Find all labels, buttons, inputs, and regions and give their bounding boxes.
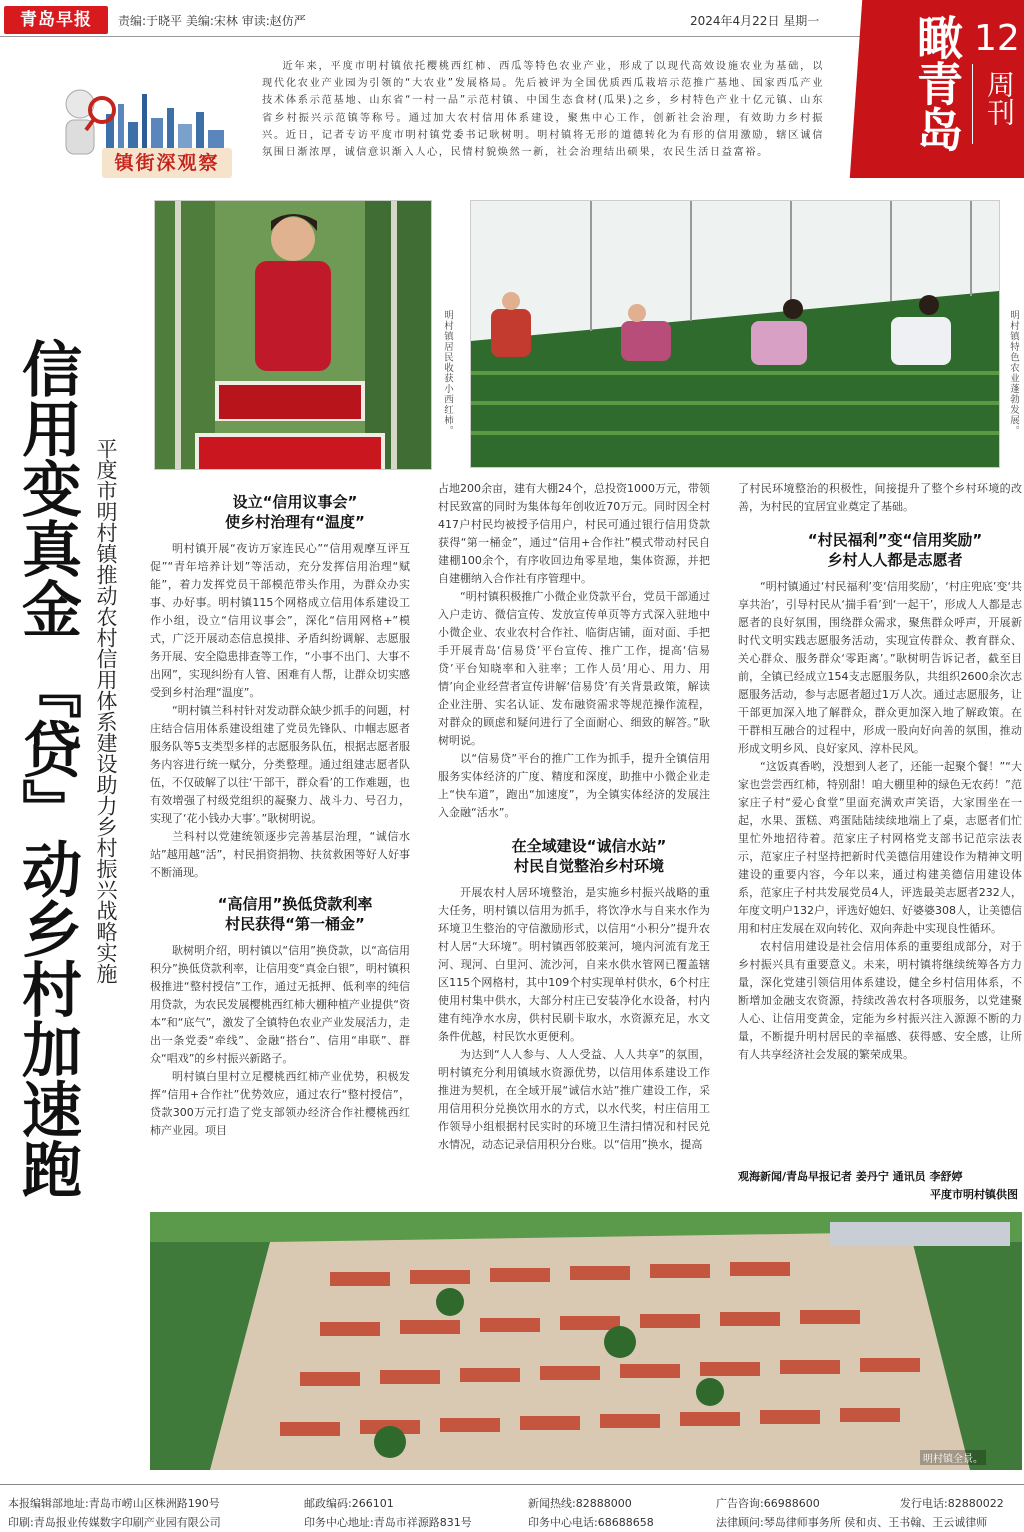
section-name: 瞰青岛 — [910, 14, 964, 152]
footer-hotline: 新闻热线:82888000 — [528, 1497, 632, 1510]
footer-printer: 印刷:青岛报业传媒数字印刷产业园有限公司 — [8, 1516, 221, 1529]
footer-print-center-phone: 印务中心电话:68688658 — [528, 1516, 654, 1529]
paragraph: “明村镇兰科村针对发动群众缺少抓手的问题，村庄结合信用体系建设组建了党员先锋队、巾帼志愿者服务队等5支类型多样的志愿服务队伍，根据志愿者服务内容进行统一赋分，分类整理。通过组建志愿者队伍，不仅破解了以往‘干部干，群众看’的工作难题，也有效增强了村级党组织的凝聚力、战斗力、号召力，实现了‘花小钱办大事’。”耿树明说。 — [150, 704, 410, 825]
photo-aerial-village — [150, 1212, 1022, 1470]
header-rule — [0, 36, 862, 37]
paragraph: 兰科村以党建统领逐步完善基层治理，“诚信水站”越用越“活”，村民捐资捐物、扶贫救困等好人好事不断涌现。 — [150, 830, 410, 879]
paragraph: 耿树明介绍，明村镇以“信用”换贷款，以“高信用积分”换低贷款利率，让信用变“真金白银”，明村镇积极推进“整村授信”工作，通过无抵押、低利率的纯信用贷款，为农民发展樱桃西红柿大棚种植产业提供“资本”和“底气”，激发了全镇特色农业产业发展活力，走出一条党委“牵线”、金融“搭台”、信用“串联”、群众“唱戏”的乡村振兴新路子。 — [150, 944, 410, 1065]
paragraph: 明村镇开展“夜访万家连民心”“信用观摩互评互促”“青年培养计划”等活动，充分发挥信用治理“赋能”，着力发挥党员干部模范带头作用，为群众办实事、办好事。明村镇115个网格成立信用体系建设工作小组，设立“信用议事会”，深化“信用网格+”模式，广泛开展动态信息摸排、矛盾纠纷调解、志愿服务开展、安全隐患排查等工作，“小事不出门、大事不出网”，实现纠纷有人管、困难有人帮，让群众切实感受到乡村治理“温度”。 — [150, 542, 410, 699]
paragraph: 农村信用建设是社会信用体系的重要组成部分，对于乡村振兴具有重要意义。未来，明村镇将继续统筹各方力量，深化党建引领信用体系建设，健全乡村信用体系，不断增加金融支农资源，持续改善农村各项服务，以党建聚人心、让信用变黄金，定能为乡村振兴注入源源不断的力量，不断提升明村居民的幸福感、获得感、安全感，让所有人共享经济社会发展的繁荣成果。 — [738, 940, 1022, 1061]
byline-photo-credit: 平度市明村镇供图 — [930, 1188, 1018, 1201]
paragraph: 开展农村人居环境整治，是实施乡村振兴战略的重大任务，明村镇以信用为抓手，将饮净水与自来水作为环境卫生整治的守信激励形式，以信用“小积分”提升农村人居“大环境”。明村镇西邻胶莱河，境内河流有龙王河、现河、白里河、流沙河，自来水供水管网已覆盖辖区115个网格村，其中109个村实现单村供水，6个村庄使用村集中供水，大部分村庄已安装净化水设备，村内建有纯净水水房，供村民刷卡取水，水资源充足，水文条件优越，村民饮水更便利。 — [438, 886, 710, 1043]
article-column-3 — [738, 480, 1022, 1170]
editor-credits: 责编:于晓平 美编:宋林 审读:赵仿严 — [118, 14, 306, 28]
byline-reporter: 观海新闻/青岛早报记者 姜丹宁 通讯员 李舒婷 — [738, 1170, 963, 1183]
paragraph: “这饭真香哟，没想到人老了，还能一起聚个餐！”“大家也尝尝西红柿，特别甜！咱大棚里种的绿色无农药！”范家庄子村“爱心食堂”里面充满欢声笑语，大家围坐在一起，水果、蛋糕、鸡蛋陆陆续续地端上了桌，志愿者们忙里忙外地招待着。范家庄子村网格党支部书记范宗法表示，范家庄子村坚持把新时代美德信用建设作为精神文明建设的重要内容，今年以来，通过构建美德信用建设体系，范家庄子村共发展党员4人，评选最美志愿者232人，年度文明户132户，评选好媳妇、好婆婆308人，让美德信用和村庄发展在双向转化、双向奔赴中实现良性循环。 — [738, 760, 1022, 935]
footer-distribution: 发行电话:82880022 — [900, 1497, 1004, 1510]
photo-greenhouse-workers — [470, 200, 1000, 468]
photo-caption-2: 明村镇特色农业蓬勃发展。 — [1008, 310, 1019, 436]
footer-print-center-address: 印务中心地址:青岛市祥源路831号 — [304, 1516, 472, 1529]
footer-postcode: 邮政编码:266101 — [304, 1497, 394, 1510]
footer-address: 本报编辑部地址:青岛市崂山区株洲路190号 — [8, 1497, 220, 1510]
lead-paragraph: 近年来，平度市明村镇依托樱桃西红柿、西瓜等特色农业产业，形成了以现代高效设施农业为基础，以现代化农业产业园为引领的“大农业”发展格局。先后被评为全国优质西瓜栽培示范推广基地、国家西瓜产业技术体系示范基地、山东省“一村一品”示范村镇、中国生态食材(瓜果)之乡，乡村特色产业十亿元镇、山东省乡村振兴示范镇等称号。通过加大农村信用体系建设，聚焦中心工作，创新社会治理，有效助力乡村振兴。近日，记者专访平度市明村镇党委书记耿树明。明村镇将无形的道德转化为有形的信用激励，辖区诚信氛围日渐浓厚，诚信意识渐入人心，民情村貌焕然一新，社会治理结出硕果，农民生活日益富裕。 — [262, 61, 824, 159]
newspaper-logo: 青岛早报 — [4, 6, 108, 34]
paragraph: “明村镇积极推广小微企业贷款平台，党员干部通过入户走访、微信宣传、发放宣传单页等方式深入驻地中小微企业、农业农村合作社、临街店铺，面对面、手把手开展青岛‘信易贷’平台宣传、推广工作，提高‘信易贷’平台知晓率和入驻率；工作人员‘用心、用力、用情’向企业经营者宣传讲解‘信易贷’有关背景政策，解读企业注册、实名认证、发布融资需求等规范操作流程，对群众的顾虑和疑问进行了全面耐心、细致的解答。”耿树明说。 — [438, 590, 710, 747]
section-heading: 村民自觉整治乡村环境 — [513, 857, 664, 875]
section-heading: 使乡村治理有“温度” — [225, 513, 365, 531]
section-heading: 村民获得“第一桶金” — [225, 915, 365, 933]
article-column-2 — [438, 480, 710, 1208]
footer — [0, 1484, 1024, 1532]
section-heading: 在全域建设“诚信水站” — [511, 837, 667, 855]
page-number: 12 — [974, 18, 1020, 59]
issue-date: 2024年4月22日 星期一 — [690, 14, 820, 28]
banner-divider — [972, 64, 973, 144]
photo-woman-tomatoes — [154, 200, 432, 470]
paragraph: 占地200余亩，建有大棚24个，总投资1000万元，带领村民致富的同时为集体每年创收近70万元。同时因全村417户村民均被授予信用户，村民可通过银行信用贷款获得“第一桶金”，通过“信用+合作社”模式带动村民自建棚100余个，有序收回边角零星地，集体资源，并把自建棚纳入合作社有序管理中。 — [438, 482, 710, 585]
subheadline: 平度市明村镇推动农村信用体系建设助力乡村振兴战略实施 — [94, 438, 118, 984]
article-column-1 — [150, 492, 410, 1208]
photo-caption-1: 明村镇居民收获小西红柿。 — [442, 310, 453, 436]
footer-legal: 法律顾问:琴岛律师事务所 侯和贞、王书翰、王云诚律师 — [716, 1516, 988, 1529]
section-heading: 乡村人人都是志愿者 — [827, 551, 963, 569]
section-heading: 设立“信用议事会” — [232, 493, 358, 511]
paragraph: “明村镇通过‘村民福利’变‘信用奖励’，‘村庄兜底’变‘共享共治’，引导村民从‘揣手看’到‘一起干’，形成人人都是志愿者的良好氛围，围绕群众需求，聚焦群众呼声，开展新时代文明实践志愿服务活动，实现宣传群众、教育群众、关心群众、服务群众‘零距离’。”耿树明告诉记者，截至目前，全镇已经成立154支志愿服务队，共组织2600余次志愿服务活动，参与志愿者超过1万人次。通过志愿服务，让干部更加深入地了解群众，群众更加深入地了解政策。在干群相互融合的过程中，形成一股向好向善的氛围，推动形成文明乡风、良好家风、淳朴民风。 — [738, 580, 1022, 755]
headline: 信用变真金 『贷』动乡村加速跑 — [12, 338, 82, 1199]
column-label: 镇街深观察 — [102, 148, 232, 178]
paragraph: 了村民环境整治的积极性，间接提升了整个乡村环境的改善，为村民的宜居宜业奠定了基础。 — [738, 482, 1022, 513]
section-heading: “高信用”换低贷款利率 — [217, 895, 373, 913]
section-frequency: 周刊 — [983, 70, 1016, 126]
photo-caption-aerial: 明村镇全景。 — [920, 1450, 986, 1465]
paragraph: 明村镇白里村立足樱桃西红柿产业优势，积极发挥“信用+合作社”优势效应，通过农行“整村授信”，贷款300万元打造了党支部领办经济合作社樱桃西红柿产业园。项目 — [150, 1070, 410, 1137]
paragraph: 为达到“人人参与、人人受益、人人共享”的氛围，明村镇充分利用镇域水资源优势，以信用体系建设工作推进为契机，在全域开展“诚信水站”推广建设工作，采用信用积分兑换饮用水的方式，以水代奖，村庄信用工作领导小组根据村民实时的环境卫生清扫情况和村民兑水情况，动态记录信用积分台账。以“信用”换水，提高 — [438, 1048, 710, 1151]
paragraph: 以“信易贷”平台的推广工作为抓手，提升全镇信用服务实体经济的广度、精度和深度，助推中小微企业走上“快车道”，跑出“加速度”，为全镇实体经济的发展注入金融“活水”。 — [438, 752, 710, 819]
section-heading: “村民福利”变“信用奖励” — [807, 531, 983, 549]
footer-ad: 广告咨询:66988600 — [716, 1497, 820, 1510]
